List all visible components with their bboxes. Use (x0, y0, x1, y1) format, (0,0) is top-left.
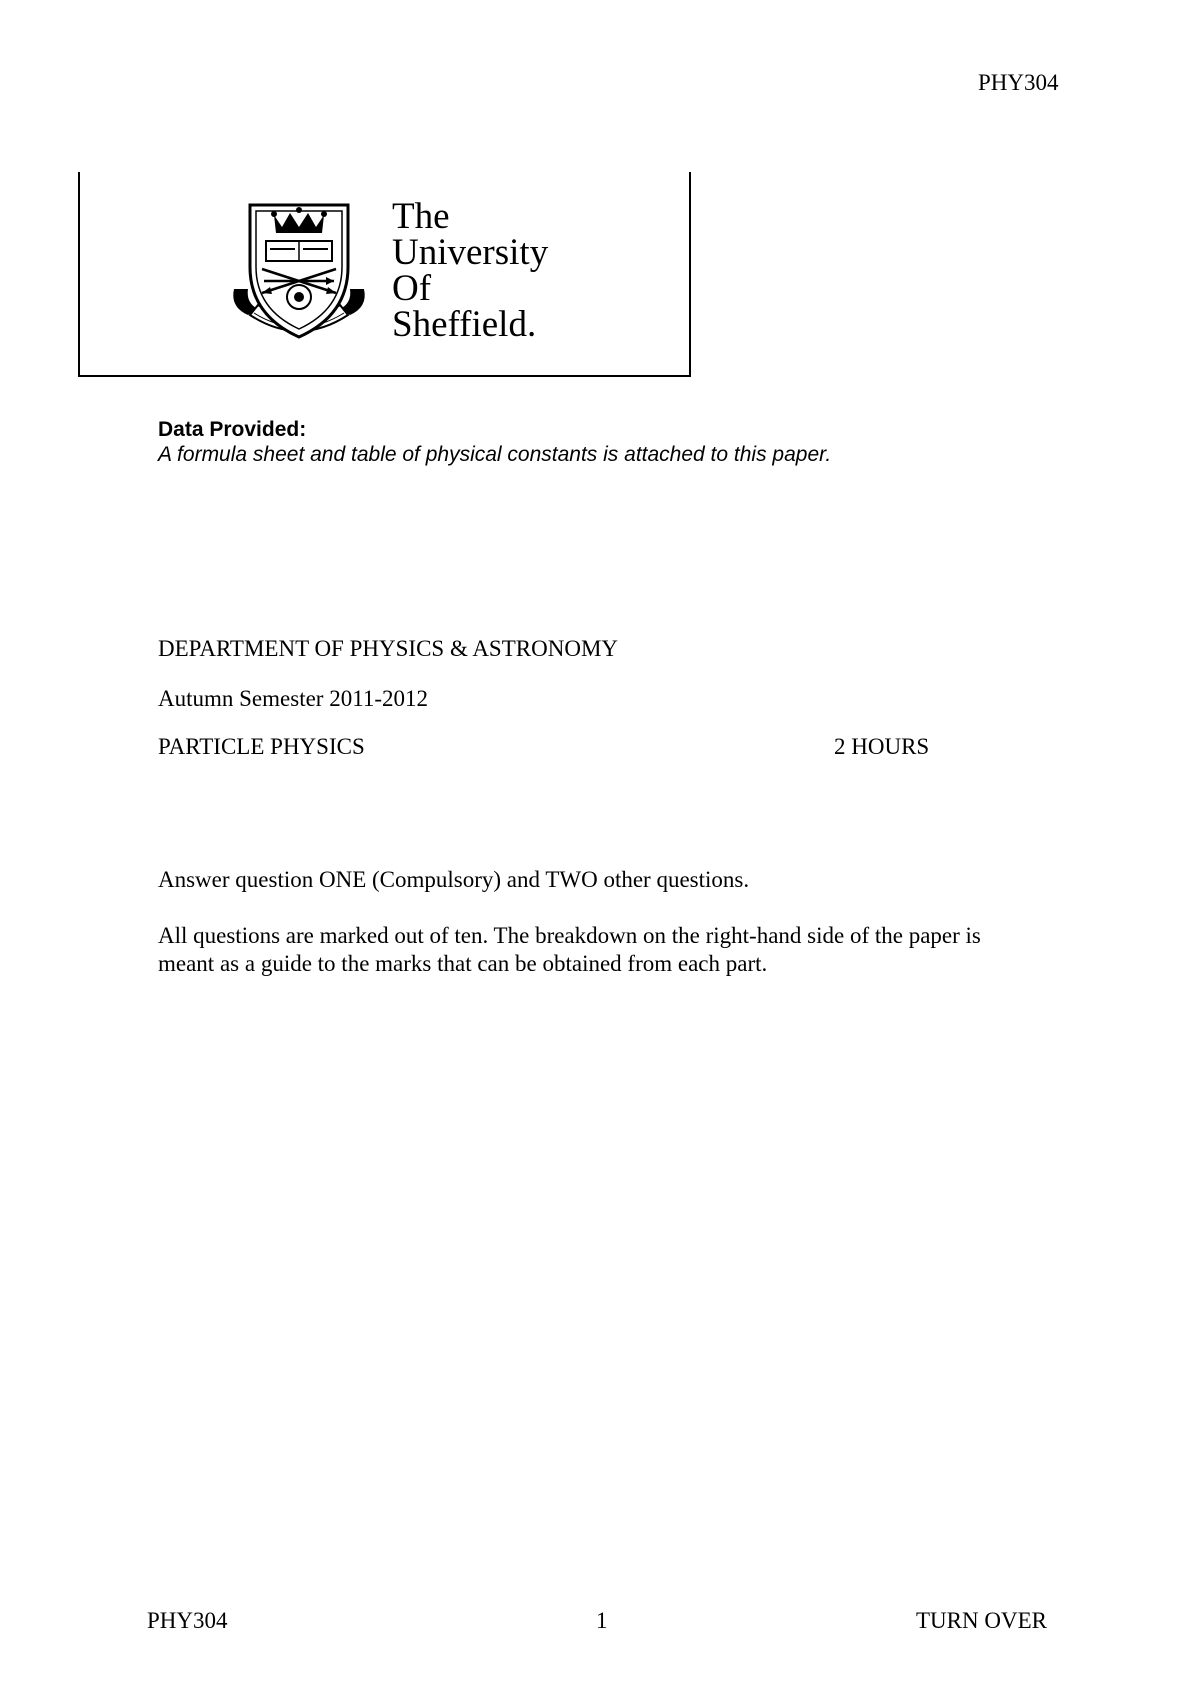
wordmark-line: The (392, 196, 450, 237)
wordmark-line: University (392, 232, 549, 273)
wordmark-line: Sheffield. (392, 304, 537, 345)
department-name: DEPARTMENT OF PHYSICS & ASTRONOMY (158, 636, 618, 661)
university-wordmark (392, 196, 549, 345)
instruction-marks: All questions are marked out of ten. The breakdown on the right-hand side of the paper is meant as a guide to the marks that can be obtained from each part. (158, 923, 981, 976)
data-provided-heading: Data Provided: (158, 418, 307, 441)
turn-over-label: TURN OVER (916, 1608, 1047, 1633)
university-crest-icon (228, 197, 370, 347)
university-logo-box (78, 172, 691, 377)
wordmark-line: Of (392, 268, 432, 309)
data-provided-text: A formula sheet and table of physical constants is attached to this paper. (158, 443, 832, 466)
page-number: 1 (596, 1608, 608, 1633)
footer-course-code: PHY304 (147, 1608, 228, 1633)
exam-duration: 2 HOURS (834, 734, 930, 759)
semester: Autumn Semester 2011-2012 (158, 686, 429, 711)
header-course-code: PHY304 (978, 70, 1059, 95)
course-title: PARTICLE PHYSICS (158, 734, 365, 759)
instruction-questions: Answer question ONE (Compulsory) and TWO other questions. (158, 867, 750, 892)
